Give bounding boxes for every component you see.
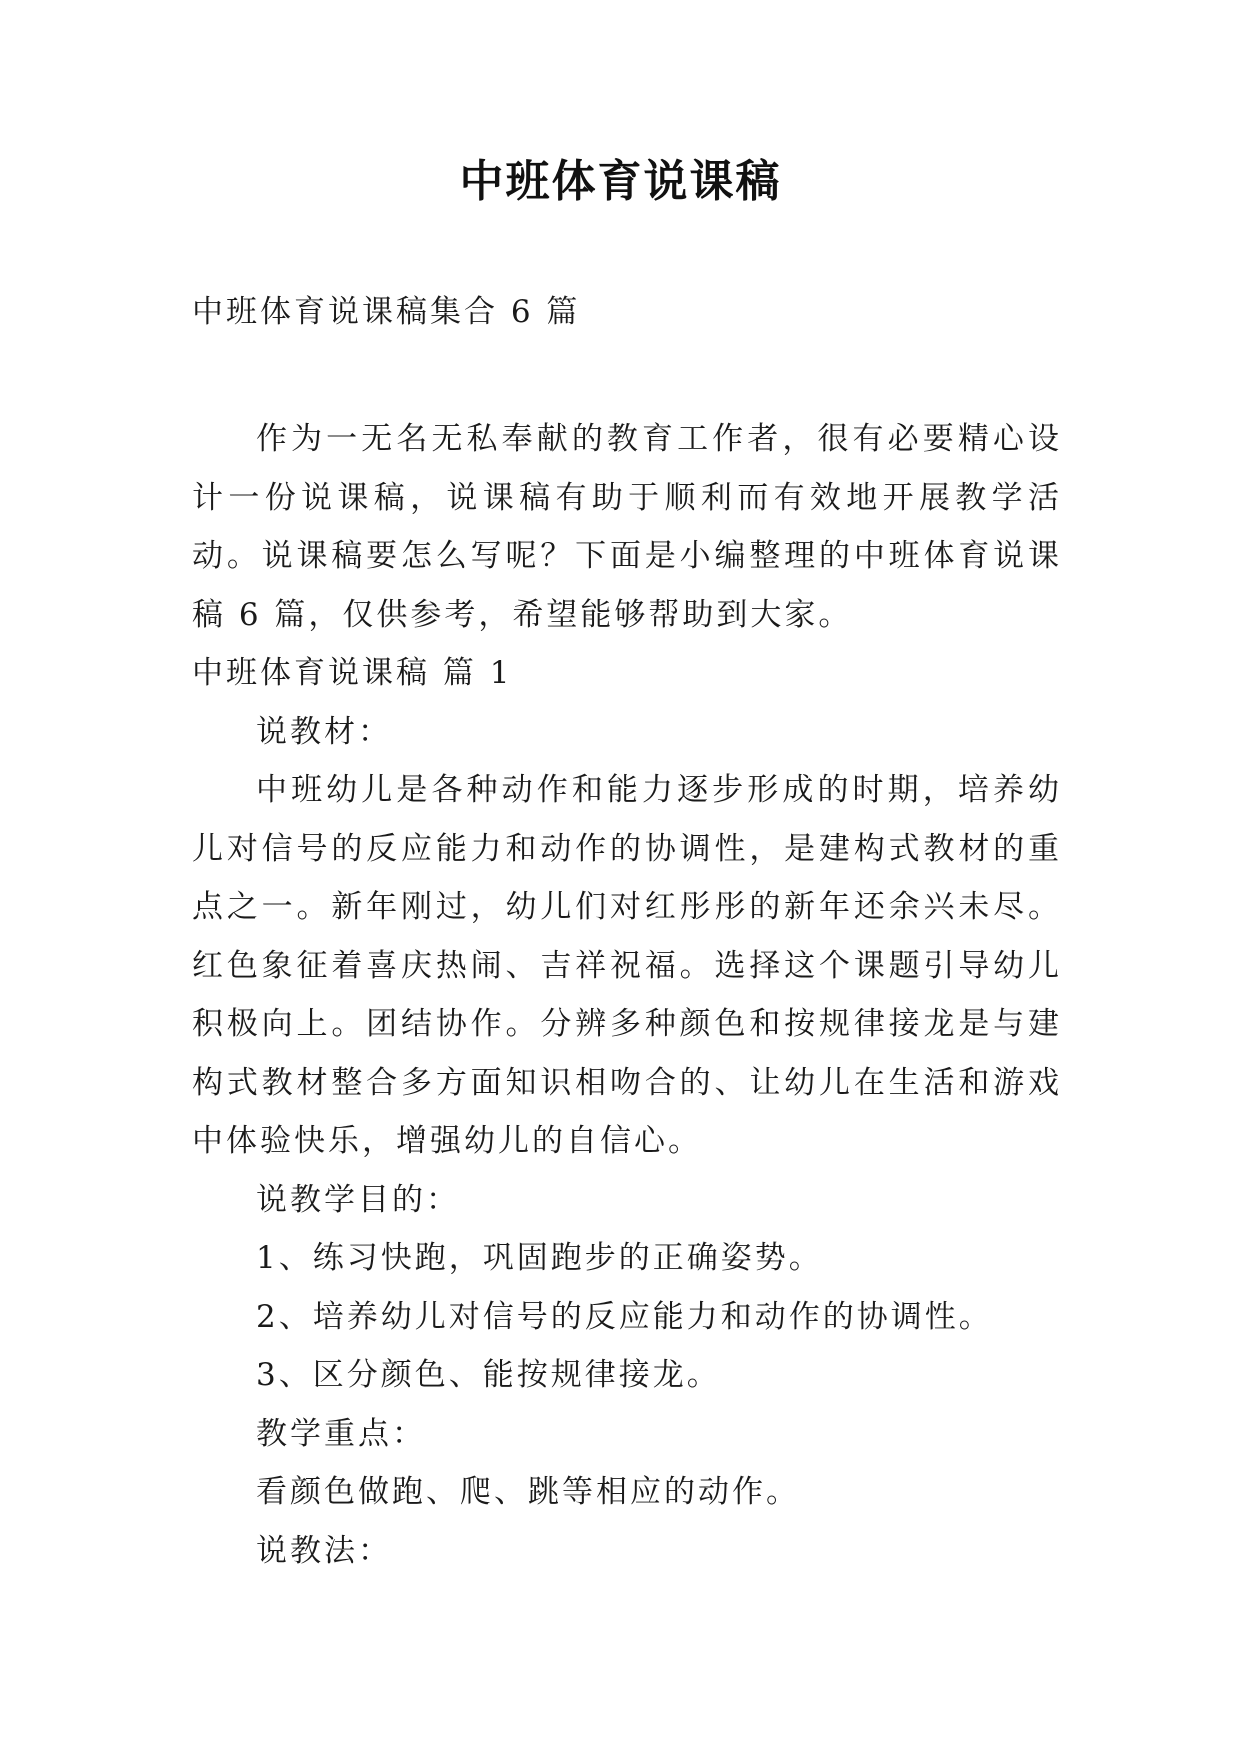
paragraph-heading-materials: 说教材： (256, 713, 392, 750)
document-body (192, 410, 1062, 1580)
list-item-goal-1: 1、练习快跑，巩固跑步的正确姿势。 (256, 1240, 823, 1276)
section-heading: 中班体育说课稿 篇 1 (192, 655, 513, 691)
paragraph-heading-methods: 说教法： (256, 1532, 392, 1569)
document-title: 中班体育说课稿 (459, 156, 782, 207)
paragraph-heading-key-points: 教学重点： (256, 1415, 426, 1452)
list-item-goal-3: 3、区分颜色、能按规律接龙。 (256, 1357, 721, 1393)
paragraph-intro: 作为一无名无私奉献的教育工作者，很有必要精心设计一份说课稿，说课稿有助于顺利而有效地开展教学活动。说课稿要怎么写呢？下面是小编整理的中班体育说课稿 6 篇，仅供参考，希望能够帮助到大家。 (192, 421, 1062, 633)
list-item-goal-2: 2、培养幼儿对信号的反应能力和动作的协调性。 (256, 1298, 993, 1335)
paragraph-heading-goals: 说教学目的： (256, 1181, 460, 1218)
paragraph-materials: 中班幼儿是各种动作和能力逐步形成的时期，培养幼儿对信号的反应能力和动作的协调性，是建构式教材的重点之一。新年刚过，幼儿们对红彤彤的新年还余兴未尽。红色象征着喜庆热闹、吉祥祝福。选择这个课题引导幼儿积极向上。团结协作。分辨多种颜色和按规律接龙是与建构式教材整合多方面知识相吻合的、让幼儿在生活和游戏中体验快乐，增强幼儿的自信心。 (192, 772, 1062, 1159)
paragraph-key-points: 看颜色做跑、爬、跳等相应的动作。 (256, 1474, 800, 1510)
document-subtitle: 中班体育说课稿集合 6 篇 (192, 294, 581, 330)
